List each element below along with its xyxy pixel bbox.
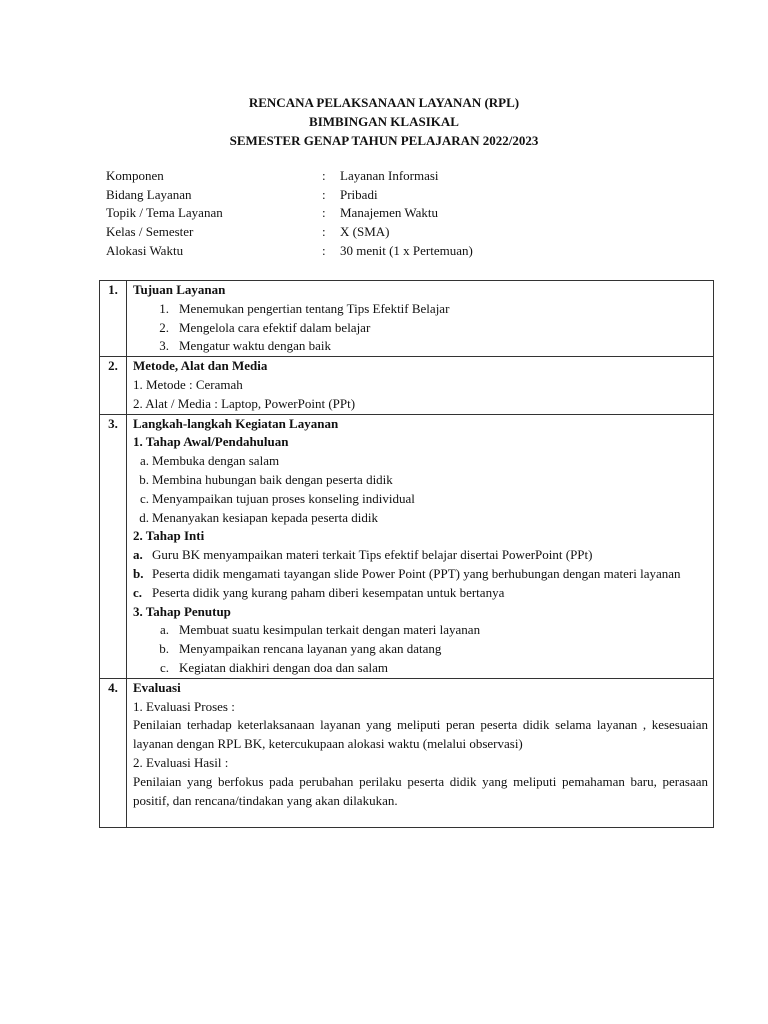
- list-text: Menyampaikan tujuan proses konseling individual: [152, 490, 415, 506]
- metode-line: 1. Metode : Ceramah: [133, 376, 243, 392]
- list-text: Membina hubungan baik dengan peserta didik: [152, 471, 393, 487]
- list-item: [133, 546, 708, 565]
- list-letter: c.: [139, 490, 149, 506]
- evaluasi-proses-text: Penilaian terhadap keterlaksanaan layanan yang meliputi peran peserta didik selama layanan , kesesuaian layanan dengan RPL BK, ketercukupaan alokasi waktu (melalui observasi): [133, 717, 708, 752]
- list-number: 1.: [159, 300, 169, 316]
- section-langkah: [100, 414, 714, 678]
- section-title: Tujuan Layanan: [133, 282, 226, 297]
- list-letter: c.: [133, 584, 143, 600]
- section-evaluasi: [100, 678, 714, 827]
- list-item: [133, 584, 708, 603]
- evaluasi-proses-label: 1. Evaluasi Proses :: [133, 698, 235, 714]
- meta-row-topik: [106, 204, 473, 223]
- list-letter: a.: [159, 622, 169, 638]
- meta-row-alokasi: [106, 242, 473, 261]
- list-text: Menemukan pengertian tentang Tips Efektif Belajar: [179, 300, 450, 316]
- meta-value: 30 menit (1 x Pertemuan): [340, 242, 473, 258]
- section-content: [127, 281, 714, 357]
- list-item: [133, 452, 708, 471]
- list-letter: c.: [159, 659, 169, 675]
- list-text: Mengatur waktu dengan baik: [179, 338, 331, 354]
- meta-row-kelas: [106, 223, 473, 242]
- tahap-penutup-title: 3. Tahap Penutup: [133, 603, 231, 619]
- list-text: Mengelola cara efektif dalam belajar: [179, 319, 371, 335]
- tahap-awal-list: [133, 452, 708, 527]
- list-item: [133, 471, 708, 490]
- section-metode: [100, 357, 714, 414]
- meta-row-bidang: [106, 186, 473, 205]
- meta-colon: :: [322, 205, 326, 221]
- meta-key: Bidang Layanan: [106, 186, 192, 202]
- list-item: [133, 640, 708, 659]
- list-item: [133, 621, 708, 640]
- list-letter: a.: [133, 547, 143, 563]
- media-line: 2. Alat / Media : Laptop, PowerPoint (PPt): [133, 395, 356, 411]
- meta-key: Komponen: [106, 168, 164, 183]
- section-number: 2.: [100, 357, 127, 414]
- list-number: 2.: [159, 319, 169, 335]
- list-text: Peserta didik mengamati tayangan slide Power Point (PPT) yang berhubungan dengan materi layanan: [152, 565, 681, 581]
- section-title: Langkah-langkah Kegiatan Layanan: [133, 415, 339, 431]
- list-text: Peserta didik yang kurang paham diberi kesempatan untuk bertanya: [152, 584, 505, 600]
- list-text: Membuat suatu kesimpulan terkait dengan materi layanan: [179, 622, 481, 638]
- header-semester: SEMESTER GENAP TAHUN PELAJARAN 2022/2023: [229, 133, 539, 148]
- list-number: 3.: [159, 338, 169, 354]
- header-subtitle: BIMBINGAN KLASIKAL: [309, 114, 459, 129]
- tujuan-list: [133, 300, 708, 356]
- list-letter: b.: [133, 565, 144, 581]
- section-tujuan: [100, 281, 714, 357]
- list-item: [133, 509, 708, 528]
- meta-value: X (SMA): [340, 224, 390, 240]
- list-letter: b.: [139, 471, 149, 487]
- list-text: Menanyakan kesiapan kepada peserta didik: [152, 509, 378, 525]
- list-letter: a.: [139, 453, 149, 469]
- section-content: [127, 678, 714, 827]
- meta-value: Layanan Informasi: [340, 168, 439, 183]
- meta-colon: :: [322, 186, 326, 202]
- section-title: Metode, Alat dan Media: [133, 358, 268, 374]
- list-item: [133, 659, 708, 678]
- meta-key: Topik / Tema Layanan: [106, 205, 223, 221]
- list-letter: b.: [159, 641, 169, 657]
- meta-colon: :: [322, 168, 326, 183]
- meta-key: Alokasi Waktu: [106, 242, 184, 258]
- document-header: [0, 93, 768, 150]
- tahap-inti-list: [133, 546, 708, 602]
- section-number: 1.: [100, 281, 127, 357]
- list-item: [133, 337, 708, 356]
- tahap-awal-title: 1. Tahap Awal/Pendahuluan: [133, 434, 289, 450]
- section-number: 3.: [100, 414, 127, 678]
- list-text: Guru BK menyampaikan materi terkait Tips efektif belajar disertai PowerPoint (PPt): [152, 547, 593, 563]
- meta-row-komponen: [106, 167, 473, 186]
- meta-value: Manajemen Waktu: [340, 205, 438, 221]
- list-item: [133, 565, 708, 584]
- list-letter: d.: [139, 509, 149, 525]
- list-text: Membuka dengan salam: [152, 453, 280, 469]
- section-title: Evaluasi: [133, 679, 181, 695]
- tahap-penutup-list: [133, 621, 708, 677]
- evaluasi-hasil-text: Penilaian yang berfokus pada perubahan perilaku peserta didik yang meliputi pemahaman baru, perasaan positif, dan rencana/tindakan yang akan dilakukan.: [133, 773, 708, 808]
- list-item: [133, 319, 708, 338]
- meta-info: [106, 167, 473, 260]
- meta-colon: :: [322, 224, 326, 240]
- list-text: Kegiatan diakhiri dengan doa dan salam: [179, 659, 389, 675]
- meta-value: Pribadi: [340, 186, 378, 202]
- section-content: [127, 414, 714, 678]
- section-content: [127, 357, 714, 414]
- evaluasi-hasil-label: 2. Evaluasi Hasil :: [133, 754, 229, 770]
- section-number: 4.: [100, 678, 127, 827]
- header-title: RENCANA PELAKSANAAN LAYANAN (RPL): [248, 95, 520, 110]
- rpl-table: [99, 280, 714, 828]
- tahap-inti-title: 2. Tahap Inti: [133, 528, 205, 544]
- list-item: [133, 300, 708, 319]
- meta-colon: :: [322, 242, 326, 258]
- list-text: Menyampaikan rencana layanan yang akan datang: [179, 641, 442, 657]
- list-item: [133, 490, 708, 509]
- meta-key: Kelas / Semester: [106, 224, 194, 240]
